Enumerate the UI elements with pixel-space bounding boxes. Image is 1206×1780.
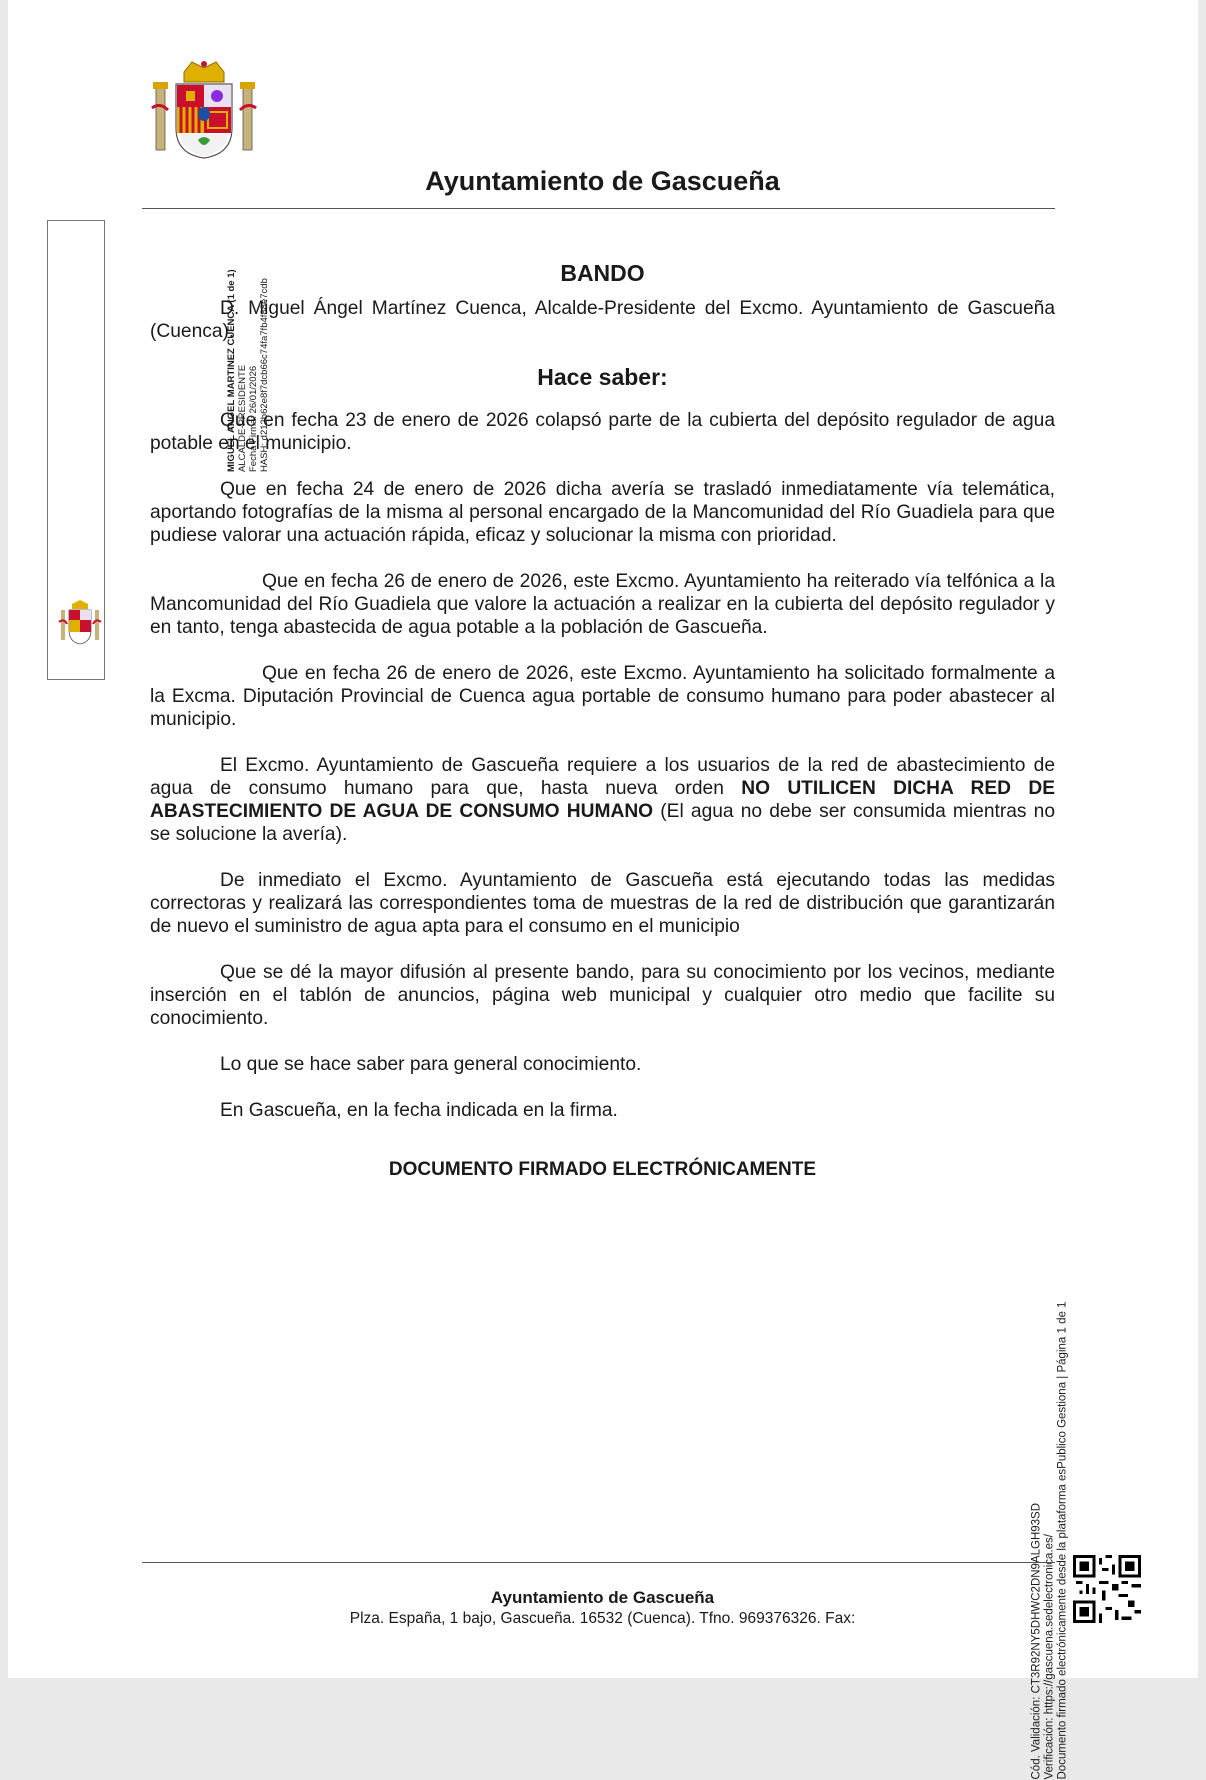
footer-address: Plza. España, 1 bajo, Gascueña. 16532 (Cuenca). Tfno. 969376326. Fax: <box>349 1610 856 1627</box>
intro-paragraph: D. Miguel Ángel Martínez Cuenca, Alcalde-Presidente del Excmo. Ayuntamiento de Gascueña (Cuenca). <box>150 298 1055 342</box>
paragraph-8: Lo que se hace saber para general conocimiento. <box>220 1054 642 1075</box>
paragraph-7: Que se dé la mayor difusión al presente bando, para su conocimiento por los vecinos, mediante inserción en el tablón de anuncios, página web municipal y cualquier otro medio que facilite su conocimiento. <box>150 962 1055 1029</box>
paragraph-1: Que en fecha 23 de enero de 2026 colapsó parte de la cubierta del depósito regulador de agua potable en el municipio. <box>150 410 1055 454</box>
paragraph-5-warning: NO UTILICEN DICHA RED DE ABASTECIMIENTO DE AGUA DE CONSUMO HUMANO <box>150 778 1055 822</box>
paragraph-5-text-end: (El agua no debe ser consumida mientras no se solucione la avería). <box>150 801 1055 845</box>
footer-divider <box>142 1562 1055 1563</box>
paragraph-6: De inmediato el Excmo. Ayuntamiento de Gascueña está ejecutando todas las medidas correctoras y realizará las correspondientes toma de muestras de la red de distribución que garantizarán de nuevo el suministro de agua apta para el consumo en el municipio <box>150 870 1055 937</box>
page-header-title: Ayuntamiento de Gascueña <box>425 166 780 196</box>
signature-hash: HASH: d212b62e8f7dcb66c74fa7fb4f88e7cdb <box>259 278 270 472</box>
verification-url: Verificación: https://gascuena.sedelectronica.es/ <box>1043 1534 1056 1780</box>
document-body <box>150 258 1055 1181</box>
verification-text <box>1031 790 1070 1780</box>
validation-code: Cód. Validación: CT3R92NY5DHWC2DN9ALGH93SD <box>1030 1502 1043 1780</box>
platform-note: Documento firmado electrónicamente desde la plataforma esPublico Gestiona | Página 1 de 1 <box>1056 1301 1069 1780</box>
footer-title: Ayuntamiento de Gascueña <box>490 1588 715 1607</box>
header-divider <box>142 208 1055 209</box>
paragraph-3: Que en fecha 26 de enero de 2026, este Excmo. Ayuntamiento ha reiterado vía telfónica a la Mancomunidad del Río Guadiela que valore la actuación a realizar en la cubierta del depósito regulador y en tanto, tenga abastecida de agua potable a la población de Gascueña. <box>150 571 1055 638</box>
paragraph-9: En Gascueña, en la fecha indicada en la firma. <box>220 1100 618 1121</box>
paragraph-4: Que en fecha 26 de enero de 2026, este Excmo. Ayuntamiento ha solicitado formalmente a la Excma. Diputación Provincial de Cuenca agua portable de consumo humano para poder abastecer al municipio. <box>150 663 1055 730</box>
paragraph-5 <box>150 754 1055 846</box>
document-subheading: Hace saber: <box>537 364 668 390</box>
signer-name: MIGUEL ANGEL MARTINEZ CUENCA (1 de 1) <box>226 269 237 472</box>
signer-role: ALCALDE-PRESIDENTE <box>237 364 248 472</box>
paragraph-5-text-start: El Excmo. Ayuntamiento de Gascueña requiere a los usuarios de la red de abastecimiento de agua de consumo humano para que, hasta nueva orden <box>150 755 1055 799</box>
paragraph-2: Que en fecha 24 de enero de 2026 dicha avería se trasladó inmediatamente vía telemática, aportando fotografías de la misma al personal encargado de la Mancomunidad del Río Guadiela para que pudiese valorar una actuación rápida, eficaz y solucionar la misma con prioridad. <box>150 479 1055 546</box>
signature-date: Fecha Firma: 26/01/2026 <box>248 365 259 472</box>
qr-code-icon <box>1073 1555 1141 1623</box>
document-heading: BANDO <box>560 260 645 286</box>
signature-coat-of-arms-icon <box>58 600 102 646</box>
electronic-signature-note: DOCUMENTO FIRMADO ELECTRÓNICAMENTE <box>388 1159 817 1180</box>
